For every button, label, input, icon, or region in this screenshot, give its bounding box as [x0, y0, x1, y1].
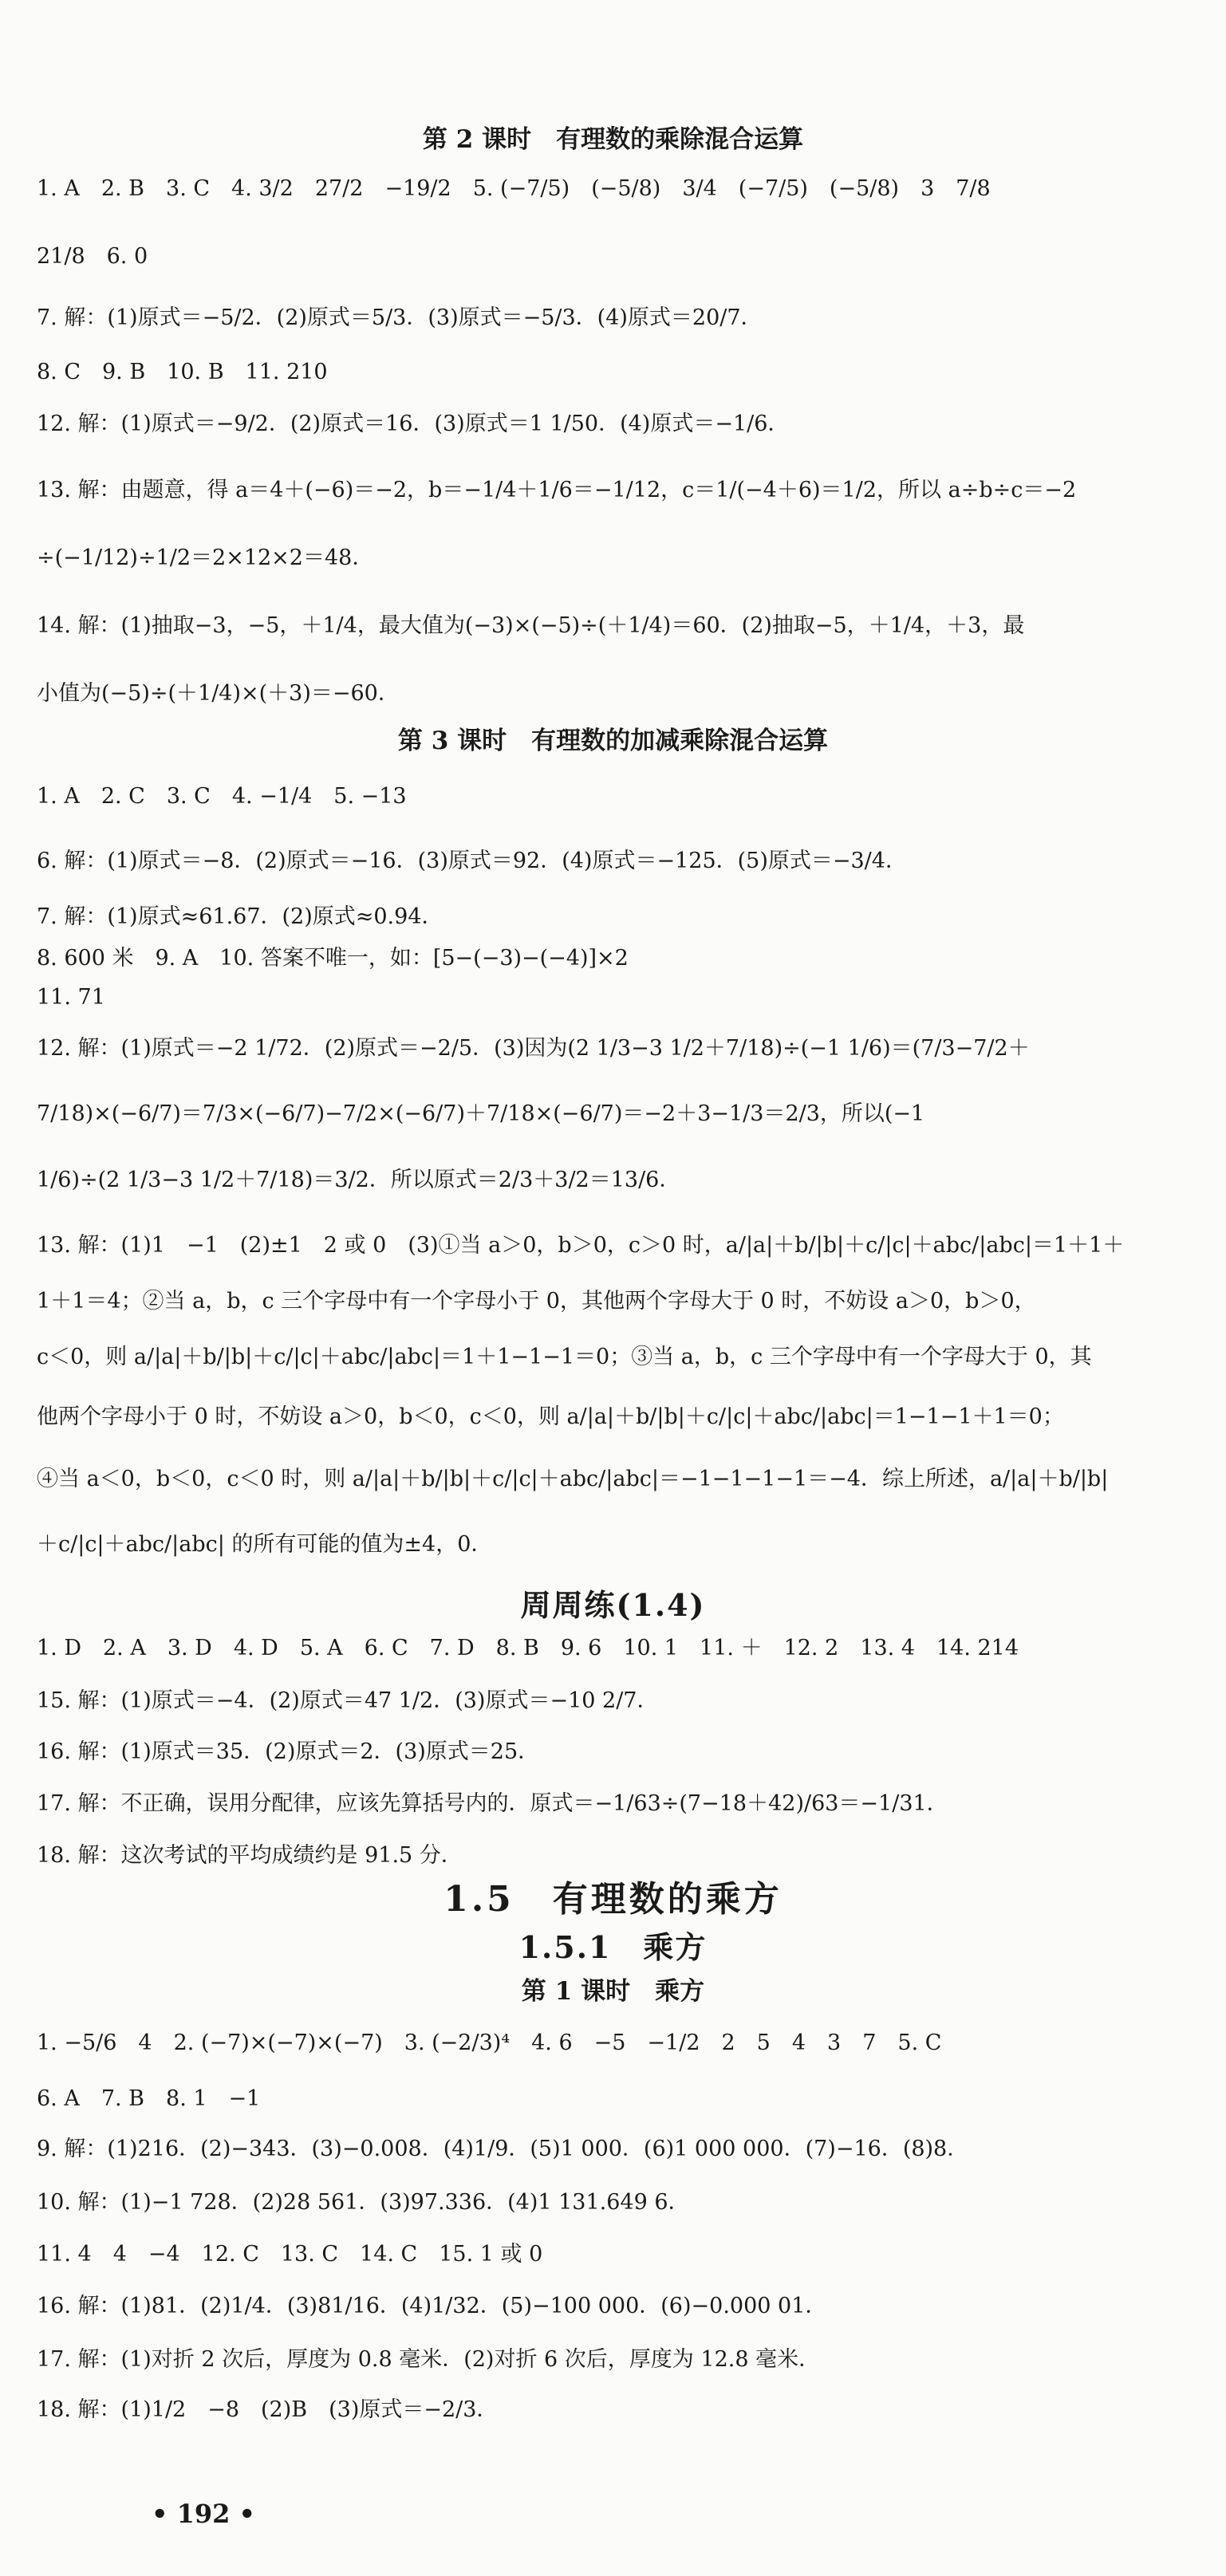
answer-line: 8. 600 米 9. A 10. 答案不唯一，如：[5−(−3)−(−4)]×2: [37, 946, 629, 971]
section-heading: 1.5.1 乘方: [518, 1929, 708, 1965]
answer-line: 21/8 6. 0: [37, 244, 148, 269]
answer-line: 12. 解：(1)原式＝−9/2．(2)原式＝16．(3)原式＝1 1/50．(4)原式＝−1/6．: [37, 412, 790, 436]
answer-line: 11. 4 4 −4 12. C 13. C 14. C 15. 1 或 0: [37, 2242, 543, 2267]
answer-line: 11. 71: [37, 985, 105, 1010]
answer-line: 13. 解：(1)1 −1 (2)±1 2 或 0 (3)①当 a＞0，b＞0，c＞0 时，a/|a|＋b/|b|＋c/|c|＋abc/|abc|＝1＋1＋: [37, 1233, 1125, 1258]
answer-line: ④当 a＜0，b＜0，c＜0 时，则 a/|a|＋b/|b|＋c/|c|＋abc/|abc|＝−1−1−1−1＝−4．综上所述，a/|a|＋b/|b|: [37, 1467, 1109, 1491]
answer-line: ÷(−1/12)÷1/2＝2×12×2＝48．: [37, 546, 374, 570]
answer-line: 18. 解：这次考试的平均成绩约是 91.5 分．: [37, 1843, 463, 1868]
page-number: • 192 •: [152, 2499, 255, 2529]
answer-line: 10. 解：(1)−1 728．(2)28 561．(3)97.336．(4)1 131.649 6．: [37, 2190, 690, 2215]
answer-line: 1. A 2. C 3. C 4. −1/4 5. −13: [37, 784, 407, 809]
answer-line: 14. 解：(1)抽取−3，−5，＋1/4，最大值为(−3)×(−5)÷(＋1/4)＝60．(2)抽取−5，＋1/4，＋3，最: [37, 613, 1025, 638]
answer-line: 1. D 2. A 3. D 4. D 5. A 6. C 7. D 8. B 9. 6 10. 1 11. ＋ 12. 2 13. 4 14. 214: [37, 1636, 1019, 1660]
answer-line: 1. −5/6 4 2. (−7)×(−7)×(−7) 3. (−2/3)⁴ 4. 6 −5 −1/2 2 5 4 3 7 5. C: [37, 2030, 942, 2055]
answer-line: ＋c/|c|＋abc/|abc| 的所有可能的值为±4，0．: [37, 1532, 493, 1557]
section-heading: 第 2 课时 有理数的乘除混合运算: [422, 125, 804, 154]
answer-line: 15. 解：(1)原式＝−4．(2)原式＝47 1/2．(3)原式＝−10 2/7．: [37, 1688, 659, 1713]
answer-line: 7. 解：(1)原式≈61.67．(2)原式≈0.94．: [37, 904, 443, 929]
answer-line: 7. 解：(1)原式＝−5/2．(2)原式＝5/3．(3)原式＝−5/3．(4)原式＝20/7．: [37, 305, 763, 330]
answer-line: c＜0，则 a/|a|＋b/|b|＋c/|c|＋abc/|abc|＝1＋1−1−1＝0；③当 a，b，c 三个字母中有一个字母大于 0，其: [37, 1345, 1092, 1369]
answer-line: 17. 解：不正确，误用分配律，应该先算括号内的．原式＝−1/63÷(7−18＋42)/63＝−1/31．: [37, 1791, 948, 1816]
section-heading: 周周练(1.4): [520, 1587, 706, 1623]
section-heading: 第 3 课时 有理数的加减乘除混合运算: [397, 727, 829, 755]
answer-line: 9. 解：(1)216．(2)−343．(3)−0.008．(4)1/9．(5)1 000．(6)1 000 000．(7)−16．(8)8．: [37, 2137, 969, 2161]
answer-line: 7/18)×(−6/7)＝7/3×(−6/7)−7/2×(−6/7)＋7/18×(−6/7)＝−2＋3−1/3＝2/3，所以(−1: [37, 1101, 925, 1126]
answer-line: 17. 解：(1)对折 2 次后，厚度为 0.8 毫米．(2)对折 6 次后，厚度为 12.8 毫米．: [37, 2347, 821, 2372]
answer-line: 1/6)÷(2 1/3−3 1/2＋7/18)＝3/2．所以原式＝2/3＋3/2＝13/6．: [37, 1168, 681, 1192]
answer-line: 1＋1＝4；②当 a，b，c 三个字母中有一个字母小于 0，其他两个字母大于 0 时，不妨设 a＞0，b＞0，: [37, 1289, 1036, 1314]
answer-line: 小值为(−5)÷(＋1/4)×(＋3)＝−60．: [37, 681, 400, 706]
answer-line: 6. 解：(1)原式＝−8．(2)原式＝−16．(3)原式＝92．(4)原式＝−125．(5)原式＝−3/4．: [37, 849, 907, 873]
section-heading: 第 1 课时 乘方: [521, 1977, 705, 2006]
answer-line: 8. C 9. B 10. B 11. 210: [37, 360, 328, 384]
answer-line: 他两个字母小于 0 时，不妨设 a＞0，b＜0，c＜0，则 a/|a|＋b/|b|＋c/|c|＋abc/|abc|＝1−1−1＋1＝0；: [37, 1404, 1064, 1429]
answer-line: 12. 解：(1)原式＝−2 1/72．(2)原式＝−2/5．(3)因为(2 1/3−3 1/2＋7/18)÷(−1 1/6)＝(7/3−7/2＋: [37, 1036, 1030, 1061]
answer-line: 16. 解：(1)原式＝35．(2)原式＝2．(3)原式＝25．: [37, 1739, 540, 1764]
answer-line: 6. A 7. B 8. 1 −1: [37, 2086, 261, 2111]
answer-line: 16. 解：(1)81．(2)1/4．(3)81/16．(4)1/32．(5)−100 000．(6)−0.000 01．: [37, 2294, 827, 2318]
answer-line: 18. 解：(1)1/2 −8 (2)B (3)原式＝−2/3．: [37, 2397, 499, 2422]
answer-line: 13. 解：由题意，得 a＝4＋(−6)＝−2，b＝−1/4＋1/6＝−1/12，c＝1/(−4＋6)＝1/2，所以 a÷b÷c＝−2: [37, 478, 1077, 502]
answer-line: 1. A 2. B 3. C 4. 3/2 27/2 −19/2 5. (−7/5) (−5/8) 3/4 (−7/5) (−5/8) 3 7/8: [37, 176, 991, 201]
section-heading: 1.5 有理数的乘方: [443, 1879, 783, 1920]
